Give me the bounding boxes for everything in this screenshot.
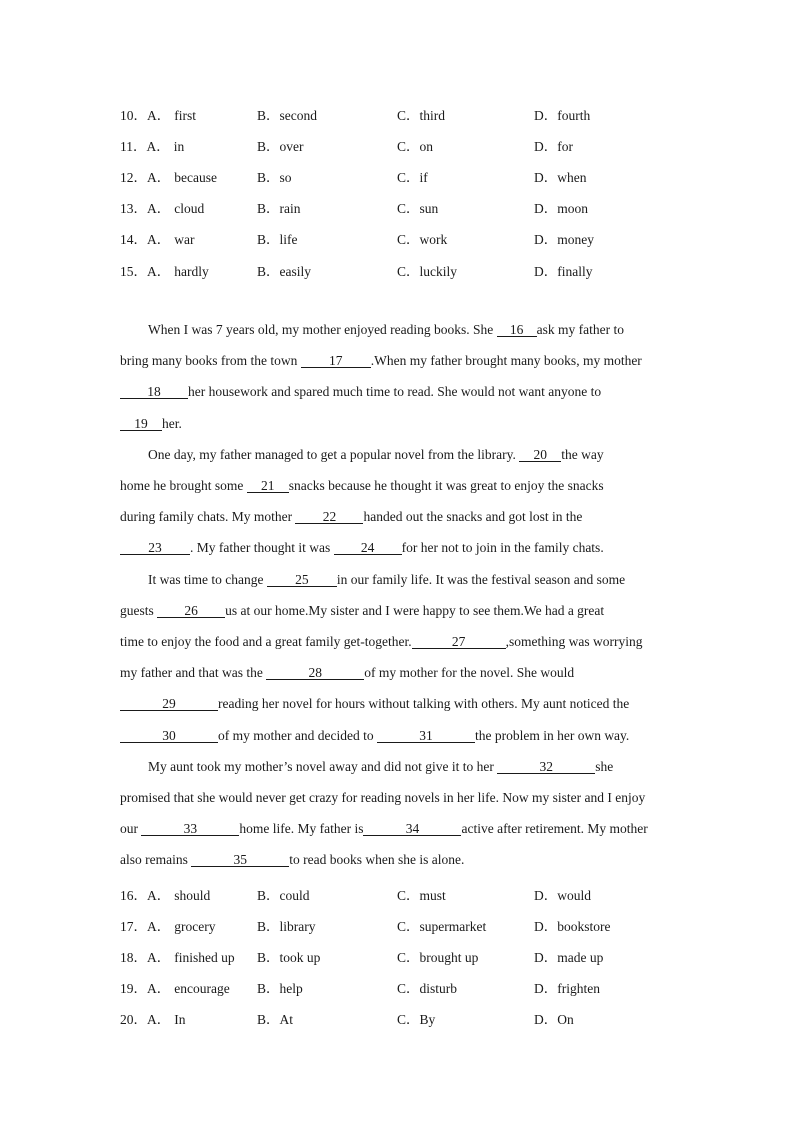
passage-line: 18 her housework and spared much time to read. She would not want anyone to	[120, 384, 680, 400]
question-row	[120, 166, 680, 186]
option-b: B．second	[257, 108, 317, 123]
passage-line: our 33 home life. My father is 34 active after retirement. My mother	[120, 821, 648, 836]
blank-35: 35	[191, 853, 289, 867]
passage-line: bring many books from the town 17 .When my father brought many books, my mother	[120, 353, 642, 368]
question-row	[120, 228, 680, 248]
option-c: C．disturb	[397, 981, 458, 996]
blank-22: 22	[295, 510, 363, 524]
question-row	[120, 260, 680, 280]
option-c: C．on	[397, 139, 434, 154]
passage-line: during family chats. My mother 22 handed out the snacks and got lost in the	[120, 509, 583, 524]
option-a: 13．A． cloud	[120, 201, 205, 216]
option-d: D．bookstore	[534, 919, 611, 934]
option-d: D．fourth	[534, 108, 591, 123]
option-c: C．brought up	[397, 950, 479, 965]
passage-line: It was time to change 25 in our family life. It was the festival season and some	[148, 572, 626, 587]
option-a: 19．A． encourage	[120, 981, 230, 996]
passage-line: also remains 35 to read books when she is alone.	[120, 852, 465, 867]
option-b: B．rain	[257, 201, 301, 216]
passage-line: promised that she would never get crazy for reading novels in her life. Now my sister and I enjoy	[120, 790, 646, 805]
option-a: 20．A． In	[120, 1012, 186, 1027]
option-d: D．finally	[534, 264, 593, 279]
question-row	[120, 884, 680, 904]
passage-line: 29 reading her novel for hours without talking with others. My aunt noticed the	[120, 696, 680, 712]
passage-line: 30 of my mother and decided to 31 the problem in her own way.	[120, 728, 680, 744]
option-d: D．when	[534, 170, 587, 185]
blank-23: 23	[120, 541, 190, 555]
option-c: C．third	[397, 108, 446, 123]
option-a: 16．A． should	[120, 888, 211, 903]
blank-18: 18	[120, 385, 188, 399]
blank-28: 28	[266, 666, 364, 680]
blank-30: 30	[120, 729, 218, 743]
option-a: 18．A． finished up	[120, 950, 235, 965]
blank-19: 19	[120, 417, 162, 431]
option-c: C．By	[397, 1012, 436, 1027]
blank-20: 20	[519, 448, 561, 462]
blank-34: 34	[363, 822, 461, 836]
option-a: 11．A． in	[120, 139, 185, 154]
option-d: D．On	[534, 1012, 574, 1027]
option-b: B．At	[257, 1012, 294, 1027]
blank-32: 32	[497, 760, 595, 774]
passage-line: guests 26 us at our home.My sister and I were happy to see them.We had a great	[120, 603, 605, 618]
option-d: D．frighten	[534, 981, 600, 996]
passage-line: time to enjoy the food and a great family get-together. 27 ,something was worrying	[120, 634, 643, 649]
blank-27: 27	[412, 635, 506, 649]
blank-29: 29	[120, 697, 218, 711]
option-b: B．help	[257, 981, 303, 996]
option-c: C．luckily	[397, 264, 457, 279]
passage-line: home he brought some 21 snacks because he thought it was great to enjoy the snacks	[120, 478, 604, 493]
option-b: B．took up	[257, 950, 321, 965]
blank-31: 31	[377, 729, 475, 743]
option-a: 15．A． hardly	[120, 264, 209, 279]
option-b: B．could	[257, 888, 310, 903]
blank-25: 25	[267, 573, 337, 587]
passage-line: One day, my father managed to get a popular novel from the library. 20 the way	[148, 447, 604, 462]
option-b: B．library	[257, 919, 316, 934]
blank-26: 26	[157, 604, 225, 618]
question-row	[120, 977, 680, 997]
blank-24: 24	[334, 541, 402, 555]
option-d: D．money	[534, 232, 594, 247]
blank-17: 17	[301, 354, 371, 368]
question-row	[120, 104, 680, 124]
option-a: 12．A． because	[120, 170, 217, 185]
option-a: 10．A． first	[120, 108, 196, 123]
option-b: B．easily	[257, 264, 311, 279]
blank-21: 21	[247, 479, 289, 493]
passage-line: My aunt took my mother’s novel away and did not give it to her 32 she	[148, 759, 614, 774]
blank-16: 16	[497, 323, 537, 337]
question-row	[120, 197, 680, 217]
option-c: C．supermarket	[397, 919, 487, 934]
question-row	[120, 135, 680, 155]
option-b: B．life	[257, 232, 298, 247]
option-d: D．for	[534, 139, 573, 154]
question-row	[120, 915, 680, 935]
option-d: D．moon	[534, 201, 588, 216]
passage-line: 23 . My father thought it was 24 for her not to join in the family chats.	[120, 540, 680, 556]
passage-line: When I was 7 years old, my mother enjoyed reading books. She 16 ask my father to	[148, 322, 625, 337]
option-a: 14．A． war	[120, 232, 195, 247]
passage-line: my father and that was the 28 of my mother for the novel. She would	[120, 665, 575, 680]
option-a: 17．A． grocery	[120, 919, 216, 934]
option-b: B．so	[257, 170, 292, 185]
option-c: C．must	[397, 888, 446, 903]
option-c: C．if	[397, 170, 428, 185]
option-d: D．made up	[534, 950, 604, 965]
passage-line: 19 her.	[120, 416, 680, 432]
option-d: D．would	[534, 888, 591, 903]
blank-33: 33	[141, 822, 239, 836]
option-c: C．work	[397, 232, 448, 247]
question-row	[120, 946, 680, 966]
option-b: B．over	[257, 139, 304, 154]
option-c: C．sun	[397, 201, 439, 216]
question-row	[120, 1008, 680, 1028]
